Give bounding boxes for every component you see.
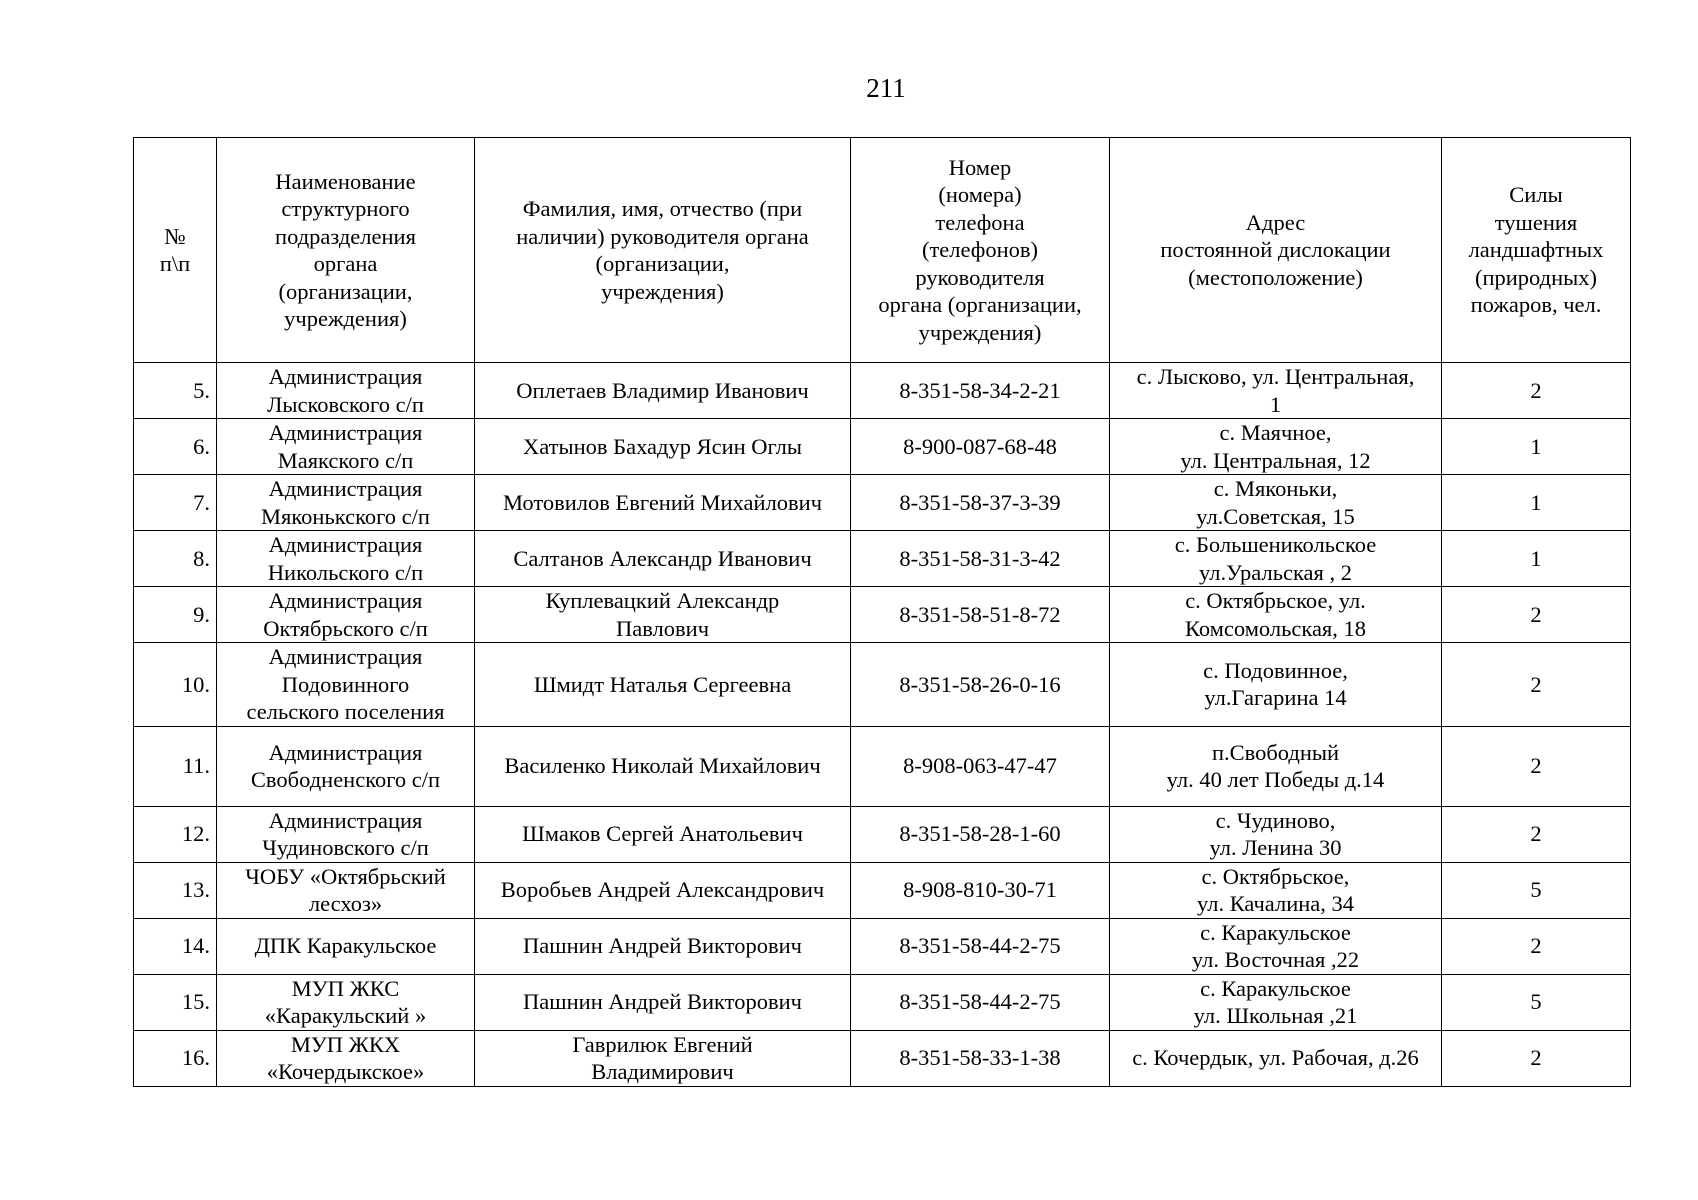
table-row (134, 974, 1631, 1030)
cell-line: лесхоз» (308, 891, 383, 916)
head-name-cell (475, 862, 851, 918)
header-num (134, 138, 217, 363)
table-body (134, 363, 1631, 1087)
cell-line: Комсомольская, 18 (1184, 615, 1367, 641)
cell-line: Никольского с/п (267, 559, 424, 585)
forces-cell: 1 (1442, 475, 1631, 531)
cell-line: п.Свободный (1211, 739, 1340, 765)
row-number-cell: 12. (134, 806, 217, 862)
cell-line: пожаров, чел. (1470, 292, 1602, 318)
row-number-cell: 15. (134, 974, 217, 1030)
cell-line: Мяконькского с/п (261, 503, 430, 529)
cell-line: Администрация (268, 420, 423, 445)
row-number-cell: 14. (134, 918, 217, 974)
cell-line: учреждения) (284, 306, 407, 331)
table-row (134, 1030, 1631, 1086)
cell-line: «Каракульский » (264, 1003, 427, 1028)
head-name-cell (475, 918, 851, 974)
row-number-cell: 10. (134, 643, 217, 727)
cell-line: ул. Центральная, 12 (1180, 447, 1371, 473)
address-cell (1110, 806, 1442, 862)
cell-line: ДПК Каракульское (254, 933, 437, 959)
org-name-cell (217, 918, 475, 974)
address-cell (1110, 475, 1442, 531)
org-name-cell (217, 806, 475, 862)
cell-line: с. Октябрьское, (1201, 863, 1350, 889)
address-cell (1110, 974, 1442, 1030)
address-cell (1110, 862, 1442, 918)
header-phone (851, 138, 1110, 363)
cell-line: Администрация (268, 739, 423, 765)
cell-line: структурного (281, 196, 410, 221)
forces-cell: 2 (1442, 918, 1631, 974)
cell-line: (организации, (278, 278, 413, 304)
cell-line: с. Большеникольское (1174, 532, 1377, 557)
org-name-cell (217, 363, 475, 419)
row-number-cell: 11. (134, 726, 217, 806)
cell-line: 1 (1269, 391, 1282, 417)
cell-line: с. Мяконьки, (1213, 476, 1338, 501)
forces-cell: 1 (1442, 419, 1631, 475)
head-name-cell (475, 531, 851, 587)
cell-line: с. Каракульское (1200, 975, 1351, 1001)
table-row (134, 643, 1631, 727)
cell-line: Силы (1509, 182, 1563, 208)
cell-line: ландшафтных (1468, 237, 1604, 263)
cell-line: Октябрьского с/п (263, 615, 428, 641)
cell-line: Василенко Николай Михайлович (504, 753, 821, 779)
table-row (134, 806, 1631, 862)
cell-line: Шмидт Наталья Сергеевна (533, 671, 792, 697)
cell-line: Фамилия, имя, отчество (при (522, 196, 803, 221)
phone-cell: 8-351-58-28-1-60 (851, 806, 1110, 862)
row-number-cell: 8. (134, 531, 217, 587)
phone-cell: 8-351-58-44-2-75 (851, 974, 1110, 1030)
cell-line: № (164, 223, 186, 249)
cell-line: МУП ЖКХ (290, 1031, 401, 1057)
head-name-cell (475, 419, 851, 475)
phone-cell: 8-351-58-26-0-16 (851, 643, 1110, 727)
cell-line: телефона (935, 209, 1025, 235)
org-name-cell (217, 1030, 475, 1086)
cell-line: Администрация (268, 644, 423, 669)
address-cell (1110, 643, 1442, 727)
cell-line: Чудиновского с/п (262, 835, 429, 860)
cell-line: Пашнин Андрей Викторович (523, 933, 802, 959)
head-name-cell (475, 1030, 851, 1086)
cell-line: МУП ЖКС (291, 975, 400, 1001)
cell-line: ул.Гагарина 14 (1204, 685, 1347, 711)
cell-line: (номера) (938, 182, 1022, 208)
address-cell (1110, 363, 1442, 419)
cell-line: органа (организации, (878, 292, 1082, 318)
cell-line: сельского поселения (246, 699, 445, 724)
cell-line: Оплетаев Владимир Иванович (516, 377, 809, 403)
cell-line: Павлович (615, 615, 710, 641)
page-number: 211 (866, 73, 906, 103)
cell-line: ЧОБУ «Октябрьский (245, 863, 446, 889)
cell-line: тушения (1494, 209, 1578, 235)
cell-line: ул. Восточная ,22 (1191, 947, 1360, 972)
cell-line: наличии) руководителя органа (516, 223, 809, 249)
table-header-row (134, 138, 1631, 363)
cell-line: ул. Школьная ,21 (1193, 1003, 1358, 1028)
phone-cell: 8-908-063-47-47 (851, 726, 1110, 806)
cell-line: учреждения) (918, 319, 1042, 345)
cell-line: Пашнин Андрей Викторович (523, 989, 802, 1015)
header-forces (1442, 138, 1631, 363)
cell-line: Администрация (268, 364, 423, 389)
cell-line: Хатынов Бахадур Ясин Оглы (523, 433, 802, 459)
cell-line: с. Лысково, ул. Центральная, (1136, 364, 1415, 389)
head-name-cell (475, 726, 851, 806)
address-cell (1110, 1030, 1442, 1086)
cell-line: ул. Качалина, 34 (1196, 891, 1355, 916)
cell-line: руководителя (915, 264, 1045, 290)
phone-cell: 8-351-58-51-8-72 (851, 587, 1110, 643)
address-cell (1110, 587, 1442, 643)
cell-line: подразделения (275, 223, 416, 249)
phone-cell: 8-351-58-33-1-38 (851, 1030, 1110, 1086)
org-name-cell (217, 475, 475, 531)
head-name-cell (475, 475, 851, 531)
cell-line: с. Каракульское (1200, 919, 1351, 945)
cell-line: с. Маячное, (1219, 420, 1332, 445)
phone-cell: 8-351-58-37-3-39 (851, 475, 1110, 531)
address-cell (1110, 531, 1442, 587)
cell-line: с. Подовинное, (1203, 657, 1348, 683)
cell-line: с. Кочердык, ул. Рабочая, д.26 (1132, 1045, 1419, 1071)
cell-line: Адрес (1245, 209, 1306, 235)
row-number-cell: 5. (134, 363, 217, 419)
cell-line: «Кочердыкское» (266, 1059, 425, 1084)
forces-cell: 2 (1442, 587, 1631, 643)
org-name-cell (217, 974, 475, 1030)
address-cell (1110, 918, 1442, 974)
cell-line: (организации, (595, 251, 730, 276)
org-name-cell (217, 643, 475, 727)
org-name-cell (217, 419, 475, 475)
cell-line: ул. 40 лет Победы д.14 (1166, 767, 1385, 792)
organizations-table (133, 137, 1631, 1087)
cell-line: органа (313, 251, 378, 276)
cell-line: Наименование (275, 168, 416, 194)
phone-cell: 8-351-58-34-2-21 (851, 363, 1110, 419)
cell-line: Подовинного (281, 671, 410, 697)
row-number-cell: 16. (134, 1030, 217, 1086)
cell-line: Администрация (268, 807, 423, 833)
forces-cell: 2 (1442, 806, 1631, 862)
table-row (134, 419, 1631, 475)
org-name-cell (217, 726, 475, 806)
header-org-name (217, 138, 475, 363)
table-row (134, 363, 1631, 419)
cell-line: Салтанов Александр Иванович (513, 545, 812, 571)
row-number-cell: 6. (134, 419, 217, 475)
forces-cell: 2 (1442, 363, 1631, 419)
forces-cell: 2 (1442, 643, 1631, 727)
cell-line: ул.Советская, 15 (1196, 503, 1355, 529)
forces-cell: 1 (1442, 531, 1631, 587)
head-name-cell (475, 806, 851, 862)
cell-line: с. Чудиново, (1215, 807, 1336, 833)
head-name-cell (475, 974, 851, 1030)
row-number-cell: 7. (134, 475, 217, 531)
org-name-cell (217, 531, 475, 587)
cell-line: постоянной дислокации (1160, 237, 1391, 263)
table-row (134, 918, 1631, 974)
row-number-cell: 13. (134, 862, 217, 918)
cell-line: (телефонов) (921, 237, 1039, 263)
table-row (134, 726, 1631, 806)
address-cell (1110, 419, 1442, 475)
phone-cell: 8-900-087-68-48 (851, 419, 1110, 475)
org-name-cell (217, 862, 475, 918)
row-number-cell: 9. (134, 587, 217, 643)
cell-line: Гаврилюк Евгений (572, 1031, 753, 1057)
phone-cell: 8-908-810-30-71 (851, 862, 1110, 918)
header-address (1110, 138, 1442, 363)
table-row (134, 862, 1631, 918)
cell-line: Владимирович (591, 1059, 734, 1084)
cell-line: Куплевацкий Александр (545, 588, 780, 613)
table-row (134, 531, 1631, 587)
cell-line: Воробьев Андрей Александрович (500, 877, 825, 903)
cell-line: (местоположение) (1188, 264, 1363, 290)
cell-line: (природных) (1474, 264, 1598, 290)
cell-line: учреждения) (601, 278, 724, 304)
cell-line: Мотовилов Евгений Михайлович (502, 489, 823, 515)
cell-line: п\п (159, 251, 191, 276)
cell-line: Шмаков Сергей Анатольевич (522, 821, 803, 847)
cell-line: Администрация (268, 588, 423, 613)
cell-line: Администрация (268, 532, 423, 557)
table-row (134, 587, 1631, 643)
forces-cell: 2 (1442, 726, 1631, 806)
address-cell (1110, 726, 1442, 806)
forces-cell: 5 (1442, 974, 1631, 1030)
head-name-cell (475, 363, 851, 419)
header-head-name (475, 138, 851, 363)
table-row (134, 475, 1631, 531)
phone-cell: 8-351-58-31-3-42 (851, 531, 1110, 587)
cell-line: с. Октябрьское, ул. (1185, 588, 1366, 613)
forces-cell: 2 (1442, 1030, 1631, 1086)
cell-line: ул.Уральская , 2 (1198, 559, 1353, 585)
forces-cell: 5 (1442, 862, 1631, 918)
cell-line: Администрация (268, 476, 423, 501)
cell-line: Свободненского с/п (250, 767, 441, 792)
org-name-cell (217, 587, 475, 643)
cell-line: Номер (948, 154, 1012, 180)
phone-cell: 8-351-58-44-2-75 (851, 918, 1110, 974)
head-name-cell (475, 643, 851, 727)
head-name-cell (475, 587, 851, 643)
cell-line: Лысковского с/п (267, 391, 424, 417)
cell-line: ул. Ленина 30 (1209, 835, 1342, 860)
cell-line: Маякского с/п (277, 447, 414, 473)
